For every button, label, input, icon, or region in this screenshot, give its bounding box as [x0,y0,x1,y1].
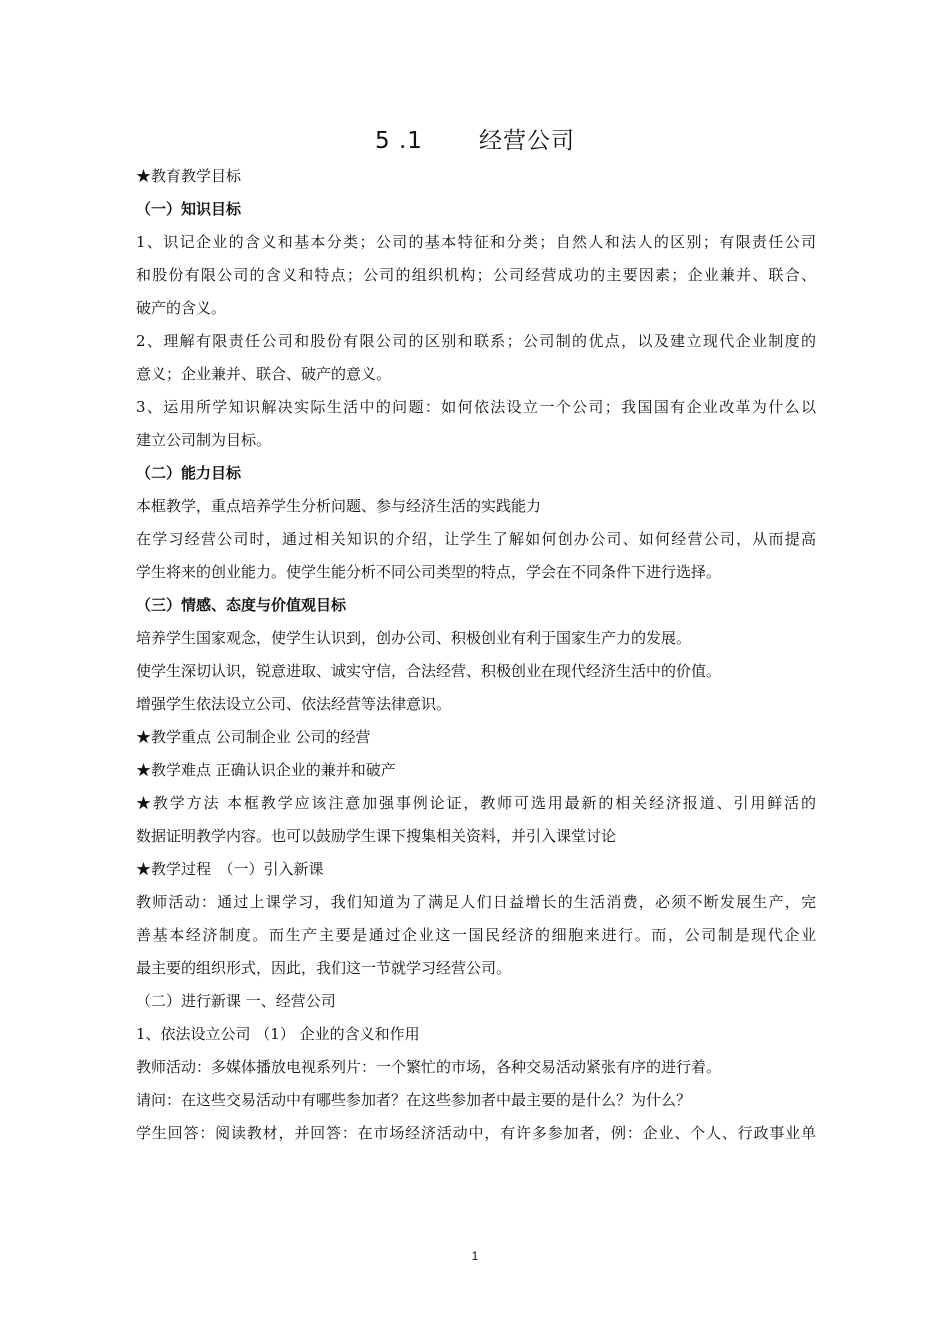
title-number: 5 .1 [375,128,423,154]
text-line: 增强学生依法设立公司、依法经营等法律意识。 [136,695,452,713]
text-line: 本框教学，重点培养学生分析问题、参与经济生活的实践能力 [136,497,542,515]
document-body [136,160,816,1150]
text-line: ★教学方法 本框教学应该注意加强事例论证，教师可选用最新的相关经济报道、引用鲜活的 [136,794,816,812]
text-line: 在学习经营公司时，通过相关知识的介绍，让学生了解如何创办公司、如何经营公司，从而提高 [136,530,816,548]
text-line: 最主要的组织形式，因此，我们这一节就学习经营公司。 [136,959,512,977]
text-line: 请问：在这些交易活动中有哪些参加者？在这些参加者中最主要的是什么？为什么？ [136,1091,692,1109]
text-line: 意义；企业兼并、联合、破产的意义。 [136,365,392,383]
text-line: 1、识记企业的含义和基本分类；公司的基本特征和分类；自然人和法人的区别；有限责任公司 [136,233,816,251]
text-line: 学生将来的创业能力。使学生能分析不同公司类型的特点，学会在不同条件下进行选择。 [136,563,722,581]
text-line: （二）进行新课 一、经营公司 [136,992,336,1010]
text-line: 2、理解有限责任公司和股份有限公司的区别和联系；公司制的优点，以及建立现代企业制度的 [136,332,816,350]
text-line: 3、运用所学知识解决实际生活中的问题：如何依法设立一个公司；我国国有企业改革为什么以 [136,398,816,416]
title-text: 经营公司 [478,128,575,154]
section-heading: （二）能力目标 [136,464,242,482]
text-line: 破产的含义。 [136,299,227,317]
text-line: ★教育教学目标 [136,167,242,185]
text-line: ★教学难点 正确认识企业的兼并和破产 [136,761,396,779]
page-number: 1 [471,1249,479,1263]
text-line: 和股份有限公司的含义和特点；公司的组织机构；公司经营成功的主要因素；企业兼并、联合、 [136,266,816,284]
text-line: 教师活动：通过上课学习，我们知道为了满足人们日益增长的生活消费，必须不断发展生产，完 [136,893,816,911]
text-line: ★教学重点 公司制企业 公司的经营 [136,728,371,746]
text-line: 善基本经济制度。而生产主要是通过企业这一国民经济的细胞来进行。而，公司制是现代企业 [136,926,816,944]
text-line: 使学生深切认识，锐意进取、诚实守信，合法经营、积极创业在现代经济生活中的价值。 [136,662,722,680]
text-line: 学生回答：阅读教材，并回答：在市场经济活动中，有许多参加者，例：企业、个人、行政事业单 [136,1124,816,1142]
text-line: 数据证明教学内容。也可以鼓励学生课下搜集相关资料，并引入课堂讨论 [136,827,617,845]
text-line: 1、依法设立公司 （1） 企业的含义和作用 [136,1025,420,1043]
section-heading: （三）情感、态度与价值观目标 [136,596,347,614]
text-line: 培养学生国家观念，使学生认识到，创办公司、积极创业有利于国家生产力的发展。 [136,629,692,647]
text-line: 教师活动：多媒体播放电视系列片：一个繁忙的市场，各种交易活动紧张有序的进行着。 [136,1058,722,1076]
text-line: ★教学过程 （一）引入新课 [136,860,324,878]
page-title [0,122,950,155]
section-heading: （一）知识目标 [136,200,242,218]
text-line: 建立公司制为目标。 [136,431,272,449]
